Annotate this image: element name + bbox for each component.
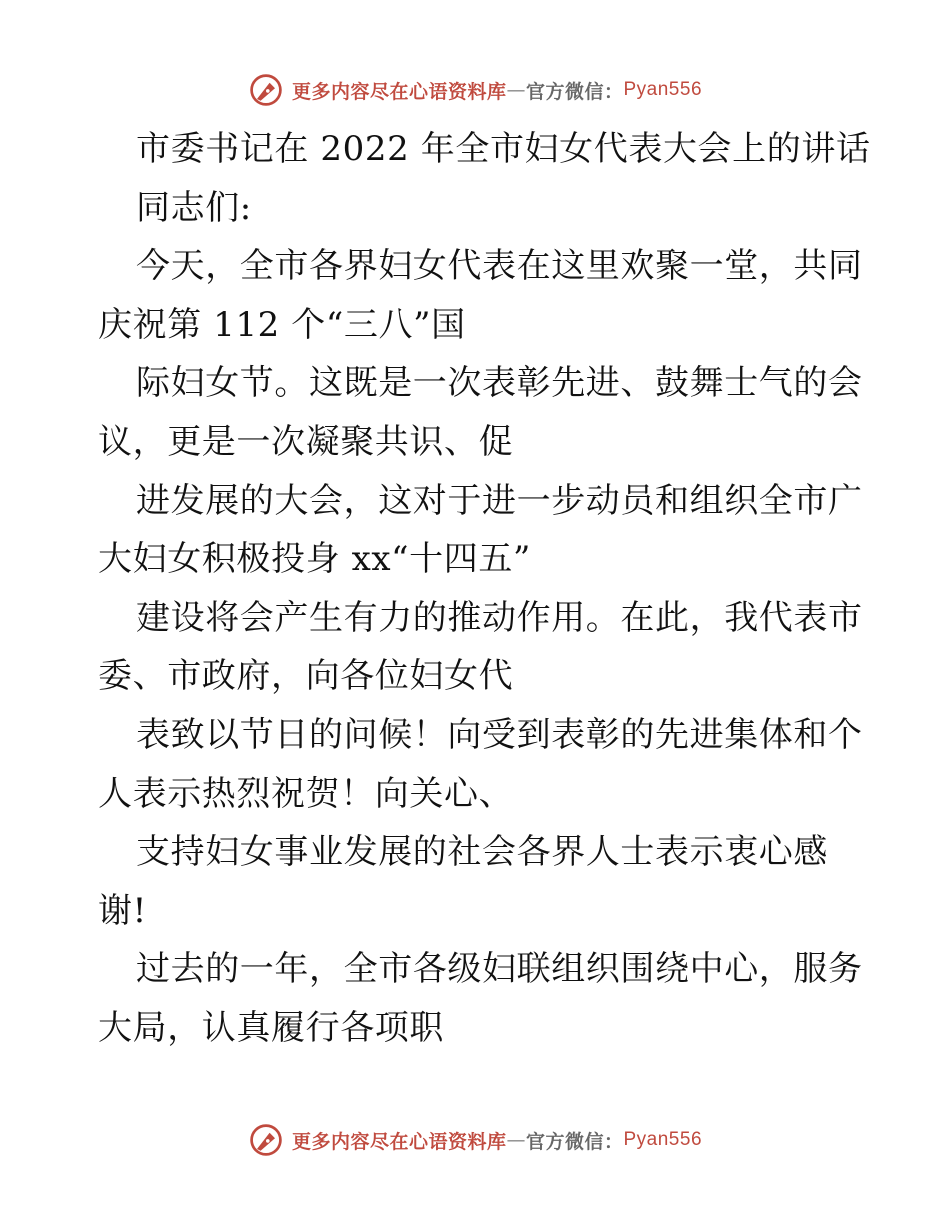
pen-nib-logo-icon xyxy=(248,1122,284,1158)
document-line: 大局，认真履行各项职 xyxy=(98,1007,444,1048)
watermark-main: 更多内容尽在心语资料库 xyxy=(291,80,507,103)
pen-nib-logo-icon xyxy=(248,72,284,108)
document-body xyxy=(98,120,871,1058)
document-line: 际妇女节。这既是一次表彰先进、鼓舞士气的会 xyxy=(136,363,863,404)
document-line: 今天，全市各界妇女代表在这里欢聚一堂，共同 xyxy=(136,246,863,287)
document-line: 庆祝第 112 个“三八”国 xyxy=(98,304,466,345)
watermark-separator: — xyxy=(506,1129,526,1151)
watermark-official: 官方微信： xyxy=(525,1130,624,1153)
document-line: 谢! xyxy=(98,890,147,931)
watermark-main: 更多内容尽在心语资料库 xyxy=(291,1130,507,1153)
document-line: 过去的一年，全市各级妇联组织围绕中心，服务 xyxy=(136,949,863,990)
document-line: 表致以节日的问候！向受到表彰的先进集体和个 xyxy=(136,714,863,755)
watermark-separator: — xyxy=(506,79,526,101)
document-line: 大妇女积极投身 xx“十四五” xyxy=(98,539,531,580)
document-line: 建设将会产生有力的推动作用。在此，我代表市 xyxy=(136,597,863,638)
document-title: 市委书记在 2022 年全市妇女代表大会上的讲话 xyxy=(136,129,871,169)
document-line: 委、市政府，向各位妇女代 xyxy=(98,656,514,697)
watermark-text xyxy=(292,1127,702,1154)
document-line: 支持妇女事业发展的社会各界人士表示衷心感 xyxy=(136,832,828,873)
watermark-id: Pyan556 xyxy=(623,79,703,100)
document-line: 人表示热烈祝贺！向关心、 xyxy=(98,773,514,814)
watermark-footer xyxy=(0,1118,950,1162)
watermark-header xyxy=(0,68,950,112)
watermark-id: Pyan556 xyxy=(623,1129,703,1150)
document-lines xyxy=(98,179,863,1058)
watermark-official: 官方微信： xyxy=(525,80,624,103)
document-line: 议，更是一次凝聚共识、促 xyxy=(98,421,514,462)
document-line: 进发展的大会，这对于进一步动员和组织全市广 xyxy=(136,480,863,521)
watermark-text xyxy=(292,77,702,104)
document-line: 同志们: xyxy=(136,187,252,228)
